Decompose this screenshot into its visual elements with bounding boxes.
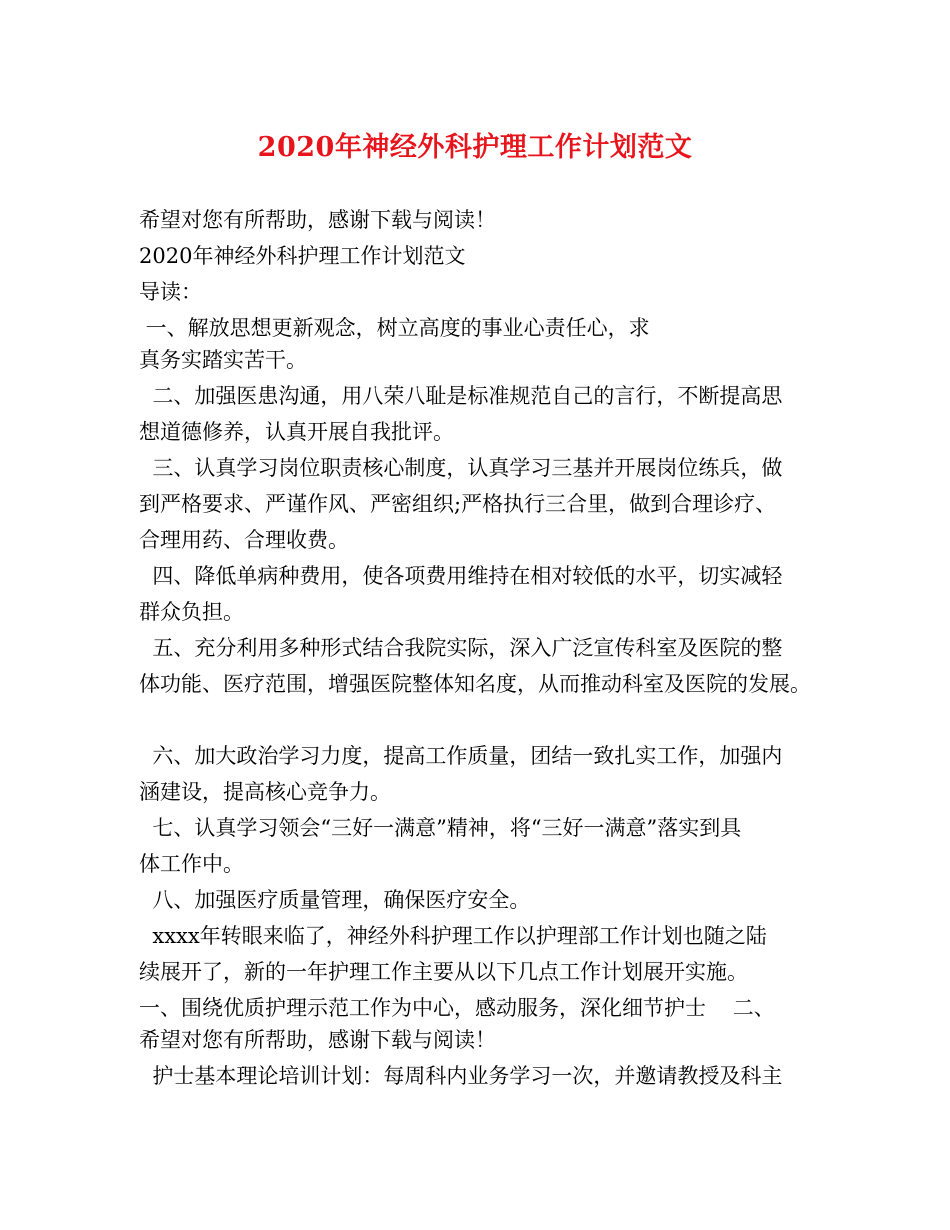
body-line: 二、加强医患沟通，用八荣八耻是标准规范自己的言行，不断提高思 <box>139 384 783 408</box>
body-line: 到严格要求、严谨作风、严密组织;严格执行三合里，做到合理诊疗、 <box>139 492 777 516</box>
document-title: 2020年神经外科护理工作计划范文 <box>257 132 693 163</box>
body-line: 希望对您有所帮助，感谢下载与阅读！ <box>139 1028 496 1052</box>
body-line: 七、认真学习领会“三好一满意”精神，将“三好一满意”落实到具 <box>139 816 742 840</box>
body-line: 护士基本理论培训计划：每周科内业务学习一次，并邀请教授及科主 <box>139 1064 783 1088</box>
body-line: 四、降低单病种费用，使各项费用维持在相对较低的水平，切实减轻 <box>139 564 783 588</box>
body-line: 希望对您有所帮助，感谢下载与阅读！ <box>139 208 496 232</box>
body-line: 真务实踏实苦干。 <box>139 348 307 372</box>
body-line: 涵建设，提高核心竞争力。 <box>139 780 391 804</box>
body-line: 三、认真学习岗位职责核心制度，认真学习三基并开展岗位练兵，做 <box>139 456 783 480</box>
body-line: 群众负担。 <box>139 600 244 624</box>
body-line: 想道德修养，认真开展自我批评。 <box>139 420 454 444</box>
body-line: 体工作中。 <box>139 852 244 876</box>
body-line: 八、加强医疗质量管理，确保医疗安全。 <box>139 888 531 912</box>
body-line: 六、加大政治学习力度，提高工作质量，团结一致扎实工作，加强内 <box>139 744 783 768</box>
body-line: 合理用药、合理收费。 <box>139 528 349 552</box>
body-line: 2020年神经外科护理工作计划范文 <box>139 244 466 268</box>
body-line: 体功能、医疗范围，增强医院整体知名度，从而推动科室及医院的发展。 <box>139 672 811 696</box>
body-line: 导读： <box>139 280 202 304</box>
body-line: 一、围绕优质护理示范工作为中心，感动服务，深化细节护士 二、 <box>139 996 775 1020</box>
body-line: 五、充分利用多种形式结合我院实际，深入广泛宣传科室及医院的整 <box>139 636 783 660</box>
body-line: 续展开了，新的一年护理工作主要从以下几点工作计划展开实施。 <box>139 960 748 984</box>
body-line: xxxx年转眼来临了，神经外科护理工作以护理部工作计划也随之陆 <box>139 924 767 948</box>
body-line: 一、解放思想更新观念，树立高度的事业心责任心，求 <box>139 316 650 340</box>
